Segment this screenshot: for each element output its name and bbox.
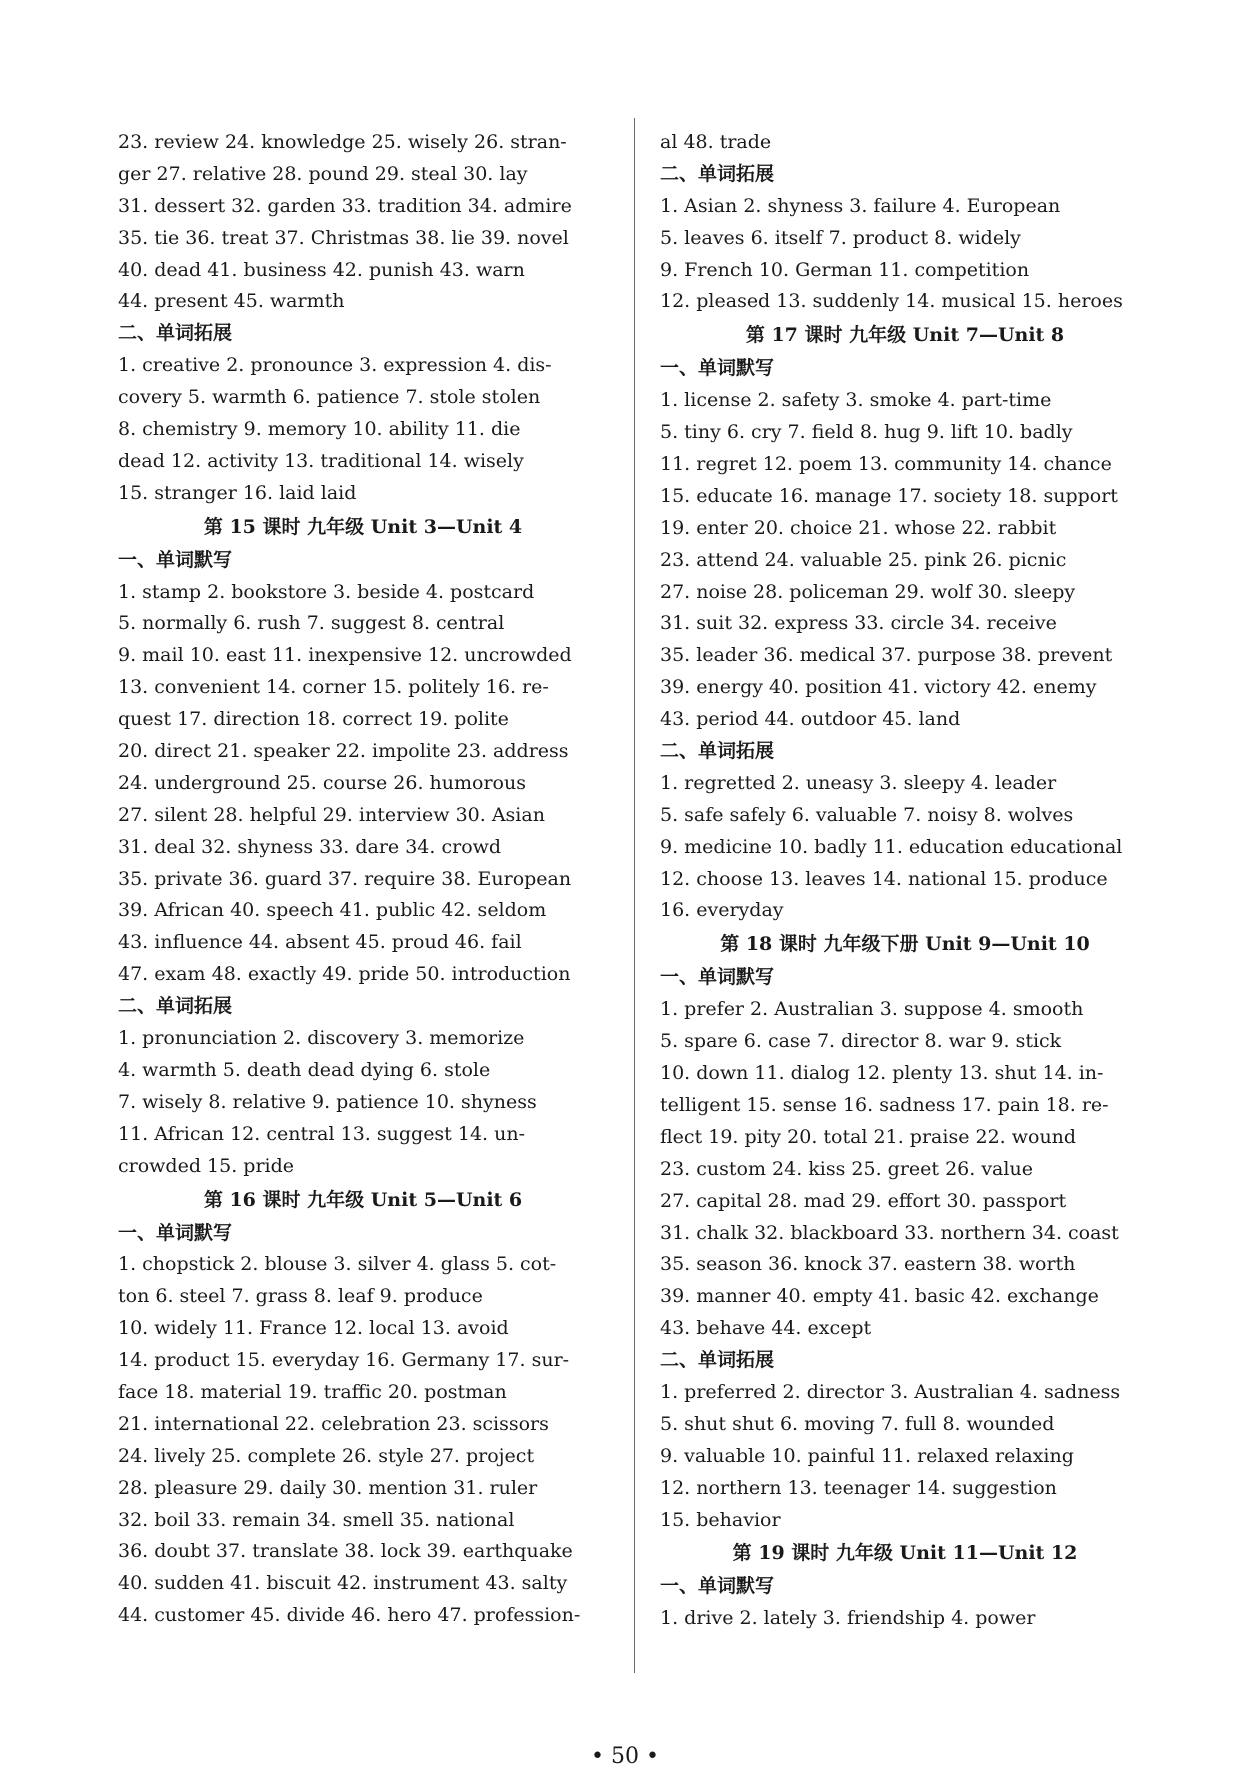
answer-line: 1. creative 2. pronounce 3. expression 4. dis- (118, 354, 552, 377)
section-heading: 一、单词默写 (660, 966, 775, 989)
answer-line: 27. noise 28. policeman 29. wolf 30. sleepy (660, 580, 1076, 603)
answer-line: 27. capital 28. mad 29. effort 30. passport (660, 1189, 1067, 1212)
answer-line: 36. doubt 37. translate 38. lock 39. earthquake (118, 1540, 573, 1563)
answer-line: 32. boil 33. remain 34. smell 35. national (118, 1508, 515, 1531)
answer-line: 27. silent 28. helpful 29. interview 30. Asian (118, 803, 545, 826)
answer-line: 35. private 36. guard 37. require 38. European (118, 867, 572, 890)
answer-line: telligent 15. sense 16. sadness 17. pain 18. re- (660, 1093, 1109, 1116)
answer-line: 11. regret 12. poem 13. community 14. chance (660, 453, 1112, 476)
answer-line: 15. stranger 16. laid laid (118, 481, 357, 504)
answer-line: 39. manner 40. empty 41. basic 42. exchange (660, 1285, 1099, 1308)
answer-line: 1. license 2. safety 3. smoke 4. part-time (660, 389, 1052, 412)
answer-line: 1. chopstick 2. blouse 3. silver 4. glass 5. cot- (118, 1253, 557, 1276)
answer-line: 1. preferred 2. director 3. Australian 4. sadness (660, 1380, 1121, 1403)
section-heading: 一、单词默写 (660, 1575, 775, 1598)
section-heading: 二、单词拓展 (118, 995, 233, 1018)
answer-line: 44. present 45. warmth (118, 290, 345, 313)
answer-line: 5. leaves 6. itself 7. product 8. widely (660, 226, 1021, 249)
answer-line: 39. African 40. speech 41. public 42. seldom (118, 899, 547, 922)
answer-line: quest 17. direction 18. correct 19. polite (118, 708, 509, 731)
answer-line: 12. northern 13. teenager 14. suggestion (660, 1476, 1057, 1499)
answer-line: covery 5. warmth 6. patience 7. stole stolen (118, 386, 541, 409)
answer-line: 1. drive 2. lately 3. friendship 4. power (660, 1607, 1036, 1630)
answer-line: 35. leader 36. medical 37. purpose 38. prevent (660, 644, 1113, 667)
answer-line: 1. regretted 2. uneasy 3. sleepy 4. leader (660, 771, 1057, 794)
answer-line: 5. tiny 6. cry 7. field 8. hug 9. lift 10. badly (660, 421, 1073, 444)
answer-line: 1. prefer 2. Australian 3. suppose 4. smooth (660, 998, 1084, 1021)
answer-line: 40. dead 41. business 42. punish 43. warn (118, 258, 525, 281)
lesson-title: 第 18 课时 九年级下册 Unit 9—Unit 10 (720, 933, 1090, 956)
answer-line: 10. down 11. dialog 12. plenty 13. shut 14. in- (660, 1062, 1104, 1085)
answer-line: 16. everyday (660, 899, 784, 922)
answer-line: 5. safe safely 6. valuable 7. noisy 8. wolves (660, 803, 1074, 826)
answer-line: 5. spare 6. case 7. director 8. war 9. stick (660, 1030, 1062, 1053)
section-heading: 一、单词默写 (118, 548, 233, 571)
section-heading: 一、单词默写 (660, 357, 775, 380)
section-heading: 二、单词拓展 (660, 162, 775, 185)
page-number: • 50 • (591, 1744, 659, 1769)
right-column (660, 127, 1150, 1635)
answer-line: 10. widely 11. France 12. local 13. avoid (118, 1317, 509, 1340)
answer-line: 9. medicine 10. badly 11. education educational (660, 835, 1123, 858)
column-divider (634, 118, 635, 1673)
answer-line: 9. French 10. German 11. competition (660, 258, 1030, 281)
section-heading: 二、单词拓展 (118, 322, 233, 345)
answer-line: 7. wisely 8. relative 9. patience 10. shyness (118, 1090, 537, 1113)
answer-line: 31. suit 32. express 33. circle 34. receive (660, 612, 1057, 635)
answer-line: 40. sudden 41. biscuit 42. instrument 43. salty (118, 1572, 568, 1595)
answer-line: 9. valuable 10. painful 11. relaxed relaxing (660, 1444, 1074, 1467)
answer-line: 24. underground 25. course 26. humorous (118, 771, 526, 794)
answer-line: 13. convenient 14. corner 15. politely 16. re- (118, 676, 549, 699)
section-heading: 二、单词拓展 (660, 1349, 775, 1372)
answer-line: 20. direct 21. speaker 22. impolite 23. address (118, 740, 569, 763)
answer-line: 28. pleasure 29. daily 30. mention 31. ruler (118, 1476, 538, 1499)
answer-line: 5. normally 6. rush 7. suggest 8. central (118, 612, 505, 635)
answer-line: 47. exam 48. exactly 49. pride 50. introduction (118, 963, 571, 986)
answer-line: 15. educate 16. manage 17. society 18. support (660, 484, 1118, 507)
section-heading: 二、单词拓展 (660, 740, 775, 763)
answer-line: 39. energy 40. position 41. victory 42. enemy (660, 676, 1097, 699)
lesson-title: 第 17 课时 九年级 Unit 7—Unit 8 (745, 324, 1065, 347)
answer-line: 31. chalk 32. blackboard 33. northern 34. coast (660, 1221, 1119, 1244)
answer-line: crowded 15. pride (118, 1154, 295, 1177)
answer-line: 1. stamp 2. bookstore 3. beside 4. postcard (118, 580, 535, 603)
answer-line: 23. custom 24. kiss 25. greet 26. value (660, 1157, 1033, 1180)
left-column (118, 127, 608, 1632)
answer-line: 14. product 15. everyday 16. Germany 17. sur- (118, 1349, 570, 1372)
answer-line: 44. customer 45. divide 46. hero 47. profession- (118, 1604, 581, 1627)
answer-line: 4. warmth 5. death dead dying 6. stole (118, 1058, 491, 1081)
answer-line: flect 19. pity 20. total 21. praise 22. wound (660, 1125, 1077, 1148)
answer-line: 35. tie 36. treat 37. Christmas 38. lie 39. novel (118, 226, 569, 249)
answer-line: 12. pleased 13. suddenly 14. musical 15. heroes (660, 290, 1123, 313)
answer-line: 35. season 36. knock 37. eastern 38. worth (660, 1253, 1076, 1276)
answer-line: 19. enter 20. choice 21. whose 22. rabbit (660, 516, 1057, 539)
answer-line: 9. mail 10. east 11. inexpensive 12. uncrowded (118, 644, 572, 667)
answer-line: ger 27. relative 28. pound 29. steal 30. lay (118, 162, 528, 185)
lesson-title: 第 15 课时 九年级 Unit 3—Unit 4 (203, 515, 523, 538)
answer-line: 11. African 12. central 13. suggest 14. un- (118, 1122, 526, 1145)
answer-line: 21. international 22. celebration 23. scissors (118, 1412, 549, 1435)
answer-line: 23. attend 24. valuable 25. pink 26. picnic (660, 548, 1067, 571)
answer-line: 24. lively 25. complete 26. style 27. project (118, 1444, 535, 1467)
answer-line: 31. dessert 32. garden 33. tradition 34. admire (118, 194, 572, 217)
answer-line: face 18. material 19. traffic 20. postman (118, 1380, 507, 1403)
lesson-title: 第 16 课时 九年级 Unit 5—Unit 6 (203, 1188, 523, 1211)
answer-line: 15. behavior (660, 1508, 781, 1531)
lesson-title: 第 19 课时 九年级 Unit 11—Unit 12 (732, 1542, 1078, 1565)
answer-line: 43. behave 44. except (660, 1317, 872, 1340)
answer-line: 1. Asian 2. shyness 3. failure 4. European (660, 194, 1061, 217)
answer-line: 31. deal 32. shyness 33. dare 34. crowd (118, 835, 502, 858)
answer-line: 43. influence 44. absent 45. proud 46. fail (118, 931, 522, 954)
answer-line: al 48. trade (660, 131, 772, 153)
answer-line: 1. pronunciation 2. discovery 3. memorize (118, 1027, 525, 1050)
answer-line: 43. period 44. outdoor 45. land (660, 708, 961, 731)
answer-line: dead 12. activity 13. traditional 14. wisely (118, 449, 524, 472)
answer-line: 5. shut shut 6. moving 7. full 8. wounded (660, 1412, 1055, 1435)
section-heading: 一、单词默写 (118, 1221, 233, 1244)
answer-line: 23. review 24. knowledge 25. wisely 26. stran- (118, 131, 567, 153)
answer-line: 12. choose 13. leaves 14. national 15. produce (660, 867, 1108, 890)
answer-line: ton 6. steel 7. grass 8. leaf 9. produce (118, 1285, 483, 1308)
answer-line: 8. chemistry 9. memory 10. ability 11. die (118, 418, 521, 441)
